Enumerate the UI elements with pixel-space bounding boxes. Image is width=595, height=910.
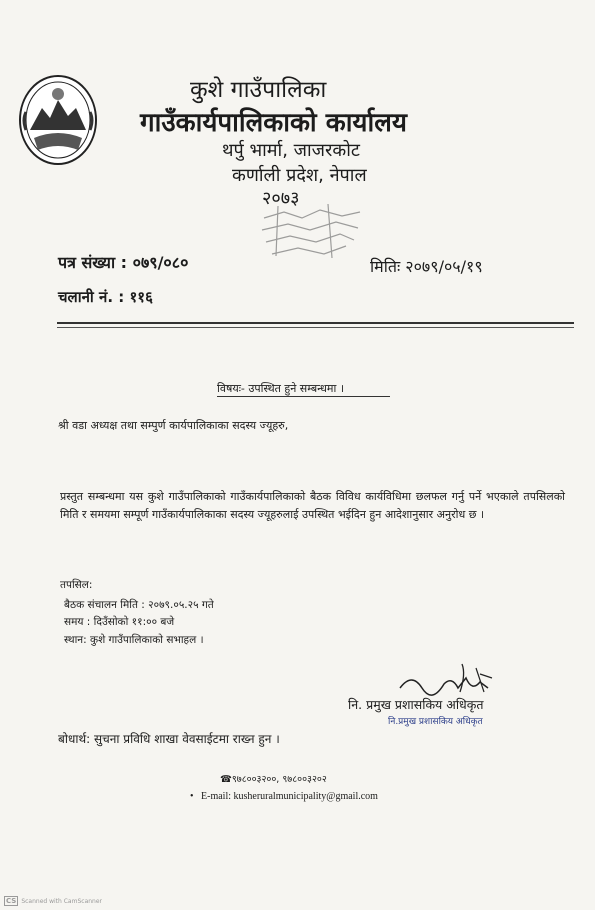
established-year: २०७३: [262, 188, 300, 209]
salutation: श्री वडा अध्यक्ष तथा सम्पुर्ण कार्यपालिकाका सदस्य ज्यूहरु,: [58, 419, 289, 432]
municipality-logo: [16, 72, 100, 168]
letter-date: मितिः २०७९/०५/१९: [370, 257, 483, 276]
body-paragraph: प्रस्तुत सम्बन्धमा यस कुशे गाउँपालिकाको गाउँकार्यपालिकाको बैठक विविध कार्यविधिमा छलफल गर्नु पर्ने भएकाले तपसिलको मिति र समयमा सम्पूर्ण गाउँकार्यपालिकाका सदस्य ज्यूहरुलाई उपस्थित भईदिन हुन आदेशानुसार अनुरोध छ ।: [60, 490, 565, 521]
scanner-watermark: [4, 896, 102, 906]
details-item-time: समय : दिउँसोको ११:०० बजे: [64, 616, 175, 628]
subject-line: विषयः- उपस्थित हुने सम्बन्धमा ।: [217, 382, 345, 395]
scanner-text: Scanned with CamScanner: [21, 898, 103, 905]
footer-email-text: E-mail: kusheruralmunicipality@gmail.com: [201, 791, 378, 802]
office-name: गाउँकार्यपालिकाको कार्यालय: [140, 108, 407, 138]
subject-underline: [217, 396, 390, 397]
header-divider-thin: [57, 327, 574, 328]
bullet-icon: •: [190, 791, 202, 802]
signatory-title: नि. प्रमुख प्रशासकिय अधिकृत: [348, 697, 484, 712]
dispatch-number: चलानी नं. : ११६: [58, 288, 153, 306]
office-stamp: [258, 200, 366, 262]
address-line: थर्पु भार्मा, जाजरकोट: [222, 140, 360, 161]
details-item-date: बैठक संचालन मिति : २०७९.०५.२५ गते: [64, 599, 214, 611]
letter-number: पत्र संख्या : ०७९/०८०: [58, 253, 189, 272]
signatory-stamp: नि.प्रमुख प्रशासकिय अधिकृत: [388, 717, 483, 727]
footer-email: [190, 791, 378, 802]
province-line: कर्णाली प्रदेश, नेपाल: [232, 165, 367, 186]
header-divider: [57, 322, 574, 324]
camscanner-icon: CS: [6, 897, 17, 905]
cc-note: बोधार्थ: सुचना प्रविधि शाखा वेवसाईटमा राख्न हुन ।: [58, 732, 280, 746]
details-heading: तपसिल:: [60, 579, 93, 591]
municipality-name: कुशे गाउँपालिका: [190, 77, 327, 103]
footer-phone: ☎९७८००३२००, ९७८००३२०२: [220, 774, 327, 785]
details-item-venue: स्थान: कुशे गाउँपालिकाको सभाहल ।: [64, 634, 204, 646]
